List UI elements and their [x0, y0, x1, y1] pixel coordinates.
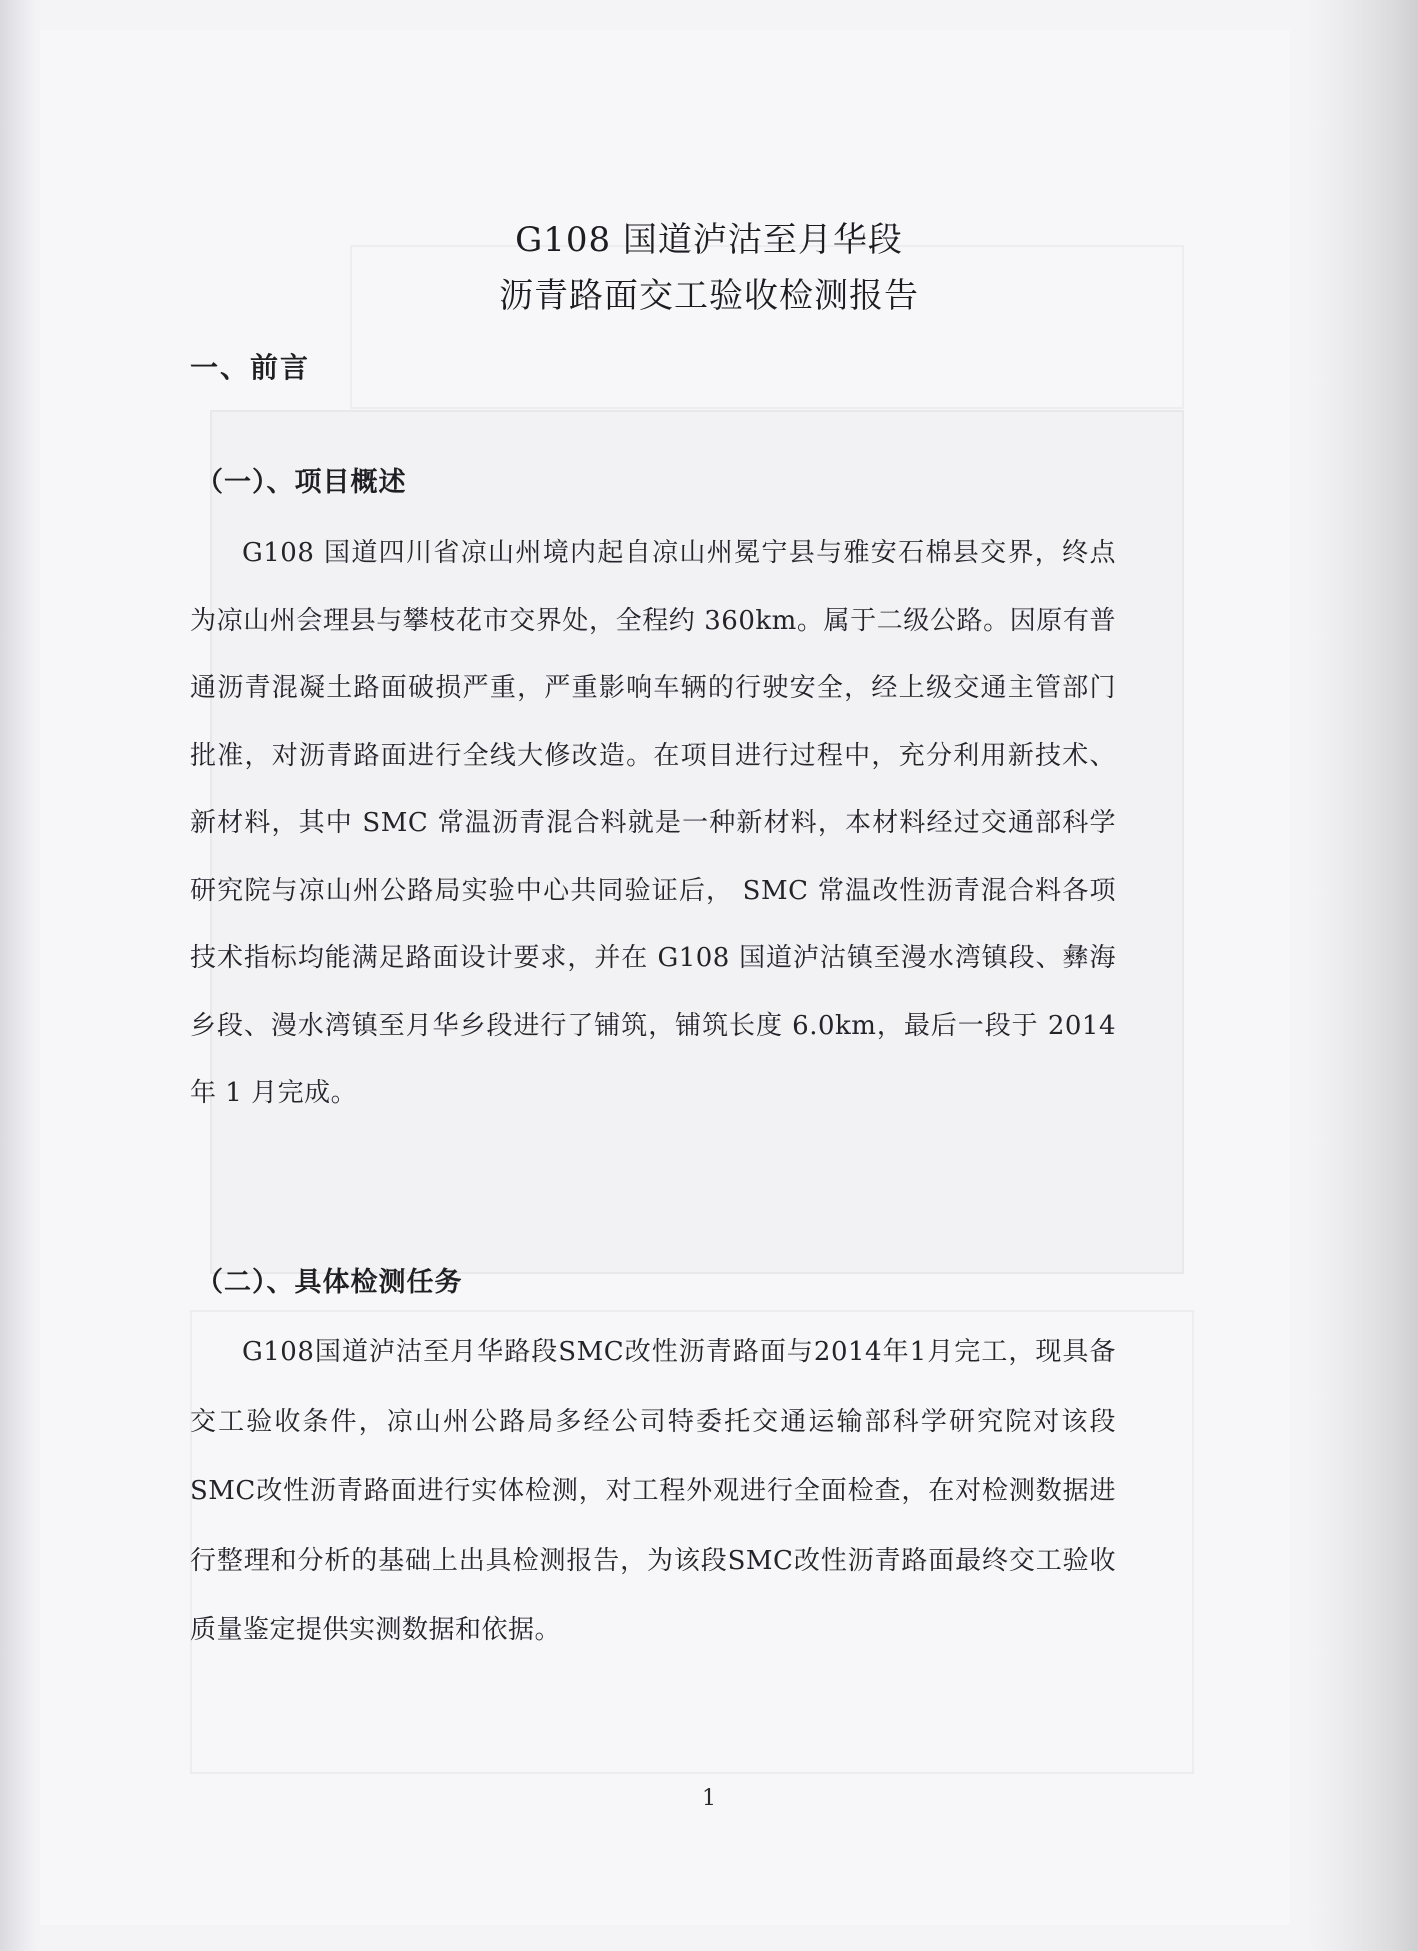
section-heading-preface: 一、前言: [190, 351, 311, 384]
subsection-heading-overview: （一）、项目概述: [196, 467, 407, 498]
tasks-paragraph: G108国道泸沽至月华路段SMC改性沥青路面与2014年1月完工，现具备交工验收条件，凉山州公路局多经公司特委托交通运输部科学研究院对该段SMC改性沥青路面进行实体检测，对工程外观进行全面检查，在对检测数据进行整理和分析的基础上出具检测报告，为该段SMC改性沥青路面最终交工验收质量鉴定提供实测数据和依据。: [190, 1337, 1116, 1645]
page-number: 1: [702, 1786, 716, 1811]
document-title-line2: 沥青路面交工验收检测报告: [499, 276, 919, 316]
subsection-heading-tasks: （二）、具体检测任务: [196, 1267, 463, 1298]
overview-paragraph: G108 国道四川省凉山州境内起自凉山州冕宁县与雅安石棉县交界，终点为凉山州会理县与攀枝花市交界处，全程约 360km。属于二级公路。因原有普通沥青混凝土路面破损严重，严重影响车辆的行驶安全，经上级交通主管部门批准，对沥青路面进行全线大修改造。在项目进行过程中，充分利用新技术、新材料，其中 SMC 常温沥青混合料就是一种新材料，本材料经过交通部科学研究院与凉山州公路局实验中心共同验证后， SMC 常温改性沥青混合料各项技术指标均能满足路面设计要求，并在 G108 国道泸沽镇至漫水湾镇段、彝海乡段、漫水湾镇至月华乡段进行了铺筑，铺筑长度 6.0km，最后一段于 2014 年 1 月完成。: [190, 538, 1116, 1108]
document-title-line1: G108 国道泸沽至月华段: [515, 220, 903, 260]
